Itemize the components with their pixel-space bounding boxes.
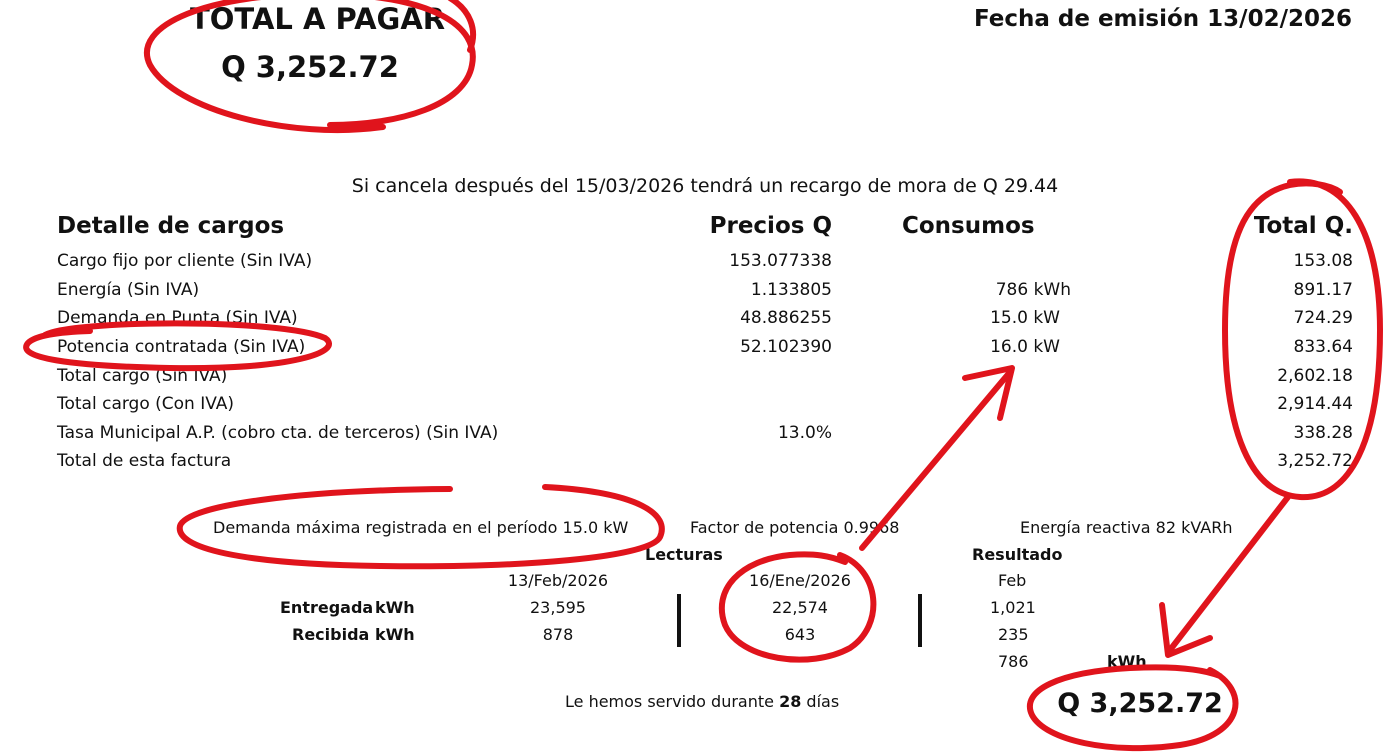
delivered-previous: 22,574 [772,598,828,617]
footer-total-amount: Q 3,252.72 [1057,688,1223,719]
charge-row-label: Total cargo (Sin IVA) [57,366,228,386]
arrow-head-annotation [1162,605,1210,655]
late-payment-notice: Si cancela después del 15/03/2026 tendrá un recargo de mora de Q 29.44 [351,175,1059,197]
charge-row-price: 13.0% [777,423,832,443]
charge-row-total: 338.28 [1293,423,1353,443]
readings-header: Lecturas [645,545,723,564]
charge-row-label: Potencia contratada (Sin IVA) [57,337,306,357]
charge-row-label: Tasa Municipal A.P. (cobro cta. de terceros) (Sin IVA) [57,423,499,443]
charge-row-total: 3,252.72 [1277,451,1353,471]
issue-date: Fecha de emisión 13/02/2026 [973,6,1352,32]
charge-row-label: Energía (Sin IVA) [57,280,200,300]
charge-row-consumption: 15.0 kW [990,308,1060,328]
consumption-header: Consumos [902,213,1035,239]
received-unit: kWh [375,625,415,644]
arrow-head-annotation [965,368,1012,418]
total-to-pay-label: TOTAL A PAGAR [190,2,446,36]
total-circle-annotation [450,0,473,50]
charge-row-consumption: 16.0 kW [990,337,1060,357]
reading-month: Feb [998,571,1027,590]
received-current: 878 [542,625,574,644]
received-label: Recibida [292,625,370,644]
max-demand: Demanda máxima registrada en el período 15.0 kW [213,518,629,537]
charge-row-label: Total de esta factura [57,451,232,471]
charge-row-price: 52.102390 [740,337,832,357]
charge-row-label: Cargo fijo por cliente (Sin IVA) [57,251,313,271]
charge-row-label: Demanda en Punta (Sin IVA) [57,308,298,328]
net-result-unit: kWh [1107,652,1147,671]
charge-row-total: 724.29 [1293,308,1353,328]
charge-row-total: 833.64 [1293,337,1353,357]
total-header: Total Q. [1253,213,1353,239]
charge-row-price: 48.886255 [740,308,832,328]
charge-row-price: 153.077338 [729,251,832,271]
delivered-current: 23,595 [530,598,586,617]
charges-detail-header: Detalle de cargos [57,213,285,239]
net-result: 786 [998,652,1029,671]
charge-row-total: 891.17 [1293,280,1353,300]
delivered-unit: kWh [375,598,415,617]
charge-row-total: 2,602.18 [1277,366,1353,386]
total-to-pay-amount: Q 3,252.72 [221,50,399,84]
charge-row-label: Total cargo (Con IVA) [57,394,235,414]
served-days-text: Le hemos servido durante 28 días [565,692,840,711]
charge-row-total: 153.08 [1293,251,1353,271]
received-result: 235 [998,625,1029,644]
column-divider [677,594,681,647]
reading-date-current: 13/Feb/2026 [507,571,609,590]
served-days-count: 28 [779,692,802,711]
charge-row-price: 1.133805 [750,280,832,300]
received-previous: 643 [784,625,816,644]
charge-row-consumption: 786 kWh [995,280,1071,300]
charge-row-total: 2,914.44 [1277,394,1353,414]
reading-date-previous: 16/Ene/2026 [749,571,851,590]
delivered-result: 1,021 [990,598,1036,617]
power-factor: Factor de potencia 0.9968 [690,518,900,537]
result-header: Resultado [972,545,1063,564]
delivered-label: Entregada [280,598,374,617]
reactive-energy: Energía reactiva 82 kVARh [1020,518,1233,537]
prices-header: Precios Q [709,213,832,239]
column-divider [918,594,922,647]
